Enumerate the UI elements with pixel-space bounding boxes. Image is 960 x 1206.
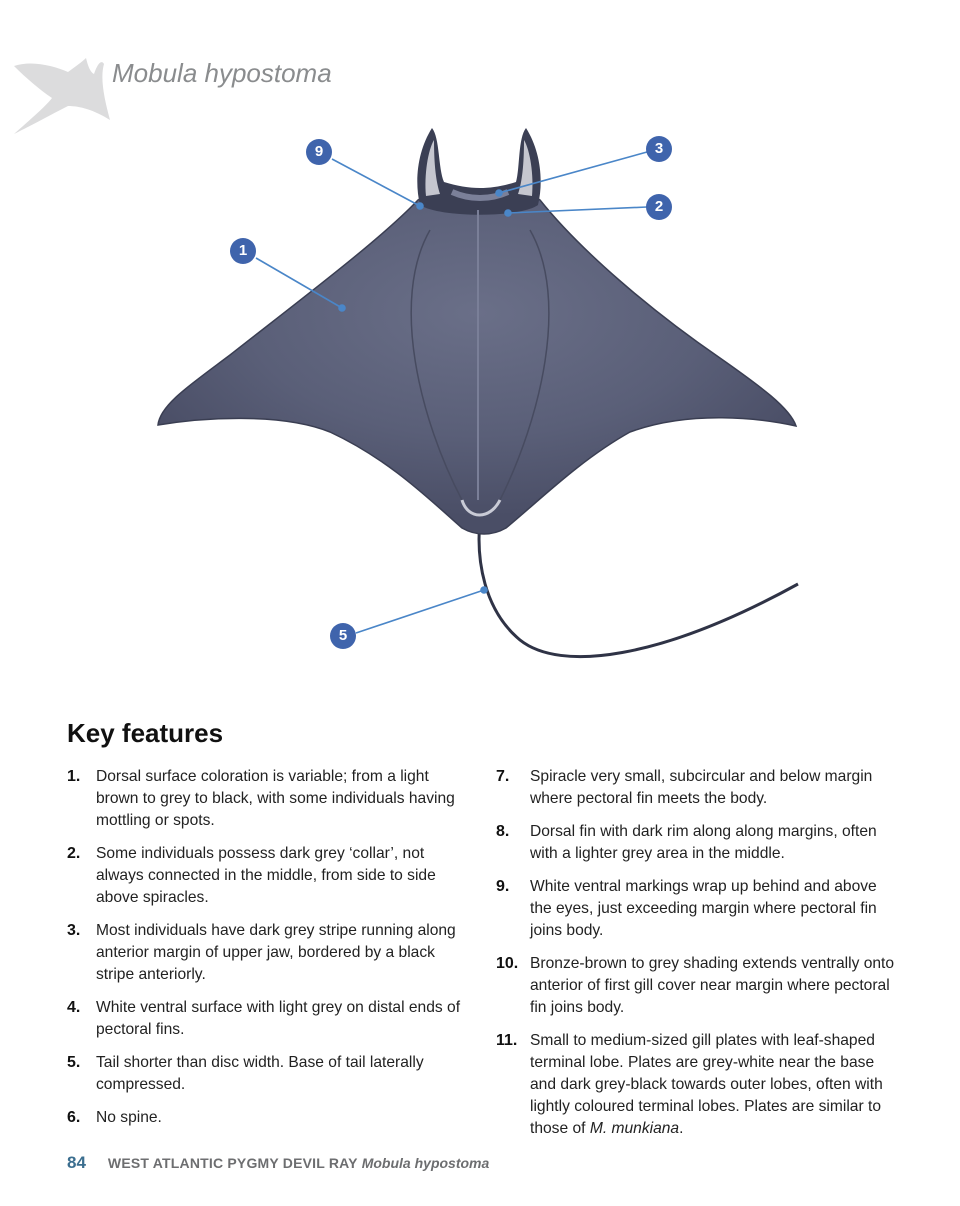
feature-text: Dorsal fin with dark rim along along margins, often with a lighter grey area in the middle. bbox=[530, 823, 877, 862]
feature-text: No spine. bbox=[96, 1109, 162, 1126]
feature-text: Tail shorter than disc width. Base of tail laterally compressed. bbox=[96, 1054, 424, 1093]
feature-text: White ventral markings wrap up behind and above the eyes, just exceeding margin where pectoral fin joins body. bbox=[530, 878, 877, 939]
running-scientific-name: Mobula hypostoma bbox=[361, 1155, 490, 1171]
running-title: WEST ATLANTIC PYGMY DEVIL RAY bbox=[107, 1155, 358, 1171]
feature-text: Spiracle very small, subcircular and below margin where pectoral fin meets the body. bbox=[530, 768, 873, 807]
feature-number: 4. bbox=[67, 999, 81, 1016]
species-reference: M. munkiana bbox=[589, 1120, 680, 1137]
feature-text: Most individuals have dark grey stripe running along anterior margin of upper jaw, bordered by a black stripe anteriorly. bbox=[96, 922, 456, 983]
feature-text: Bronze-brown to grey shading extends ventrally onto anterior of first gill cover near margin where pectoral fin joins body. bbox=[530, 955, 895, 1016]
feature-item bbox=[67, 1107, 467, 1129]
feature-item bbox=[496, 876, 896, 942]
feature-item bbox=[67, 997, 467, 1041]
callout-5: 5 bbox=[330, 623, 356, 649]
feature-text: Dorsal surface coloration is variable; from a light brown to grey to black, with some individuals having mottling or spots. bbox=[96, 768, 455, 829]
feature-number: 8. bbox=[496, 823, 510, 840]
feature-number: 3. bbox=[67, 922, 81, 939]
feature-number: 7. bbox=[496, 768, 510, 785]
feature-item bbox=[67, 843, 467, 909]
feature-number: 6. bbox=[67, 1109, 81, 1126]
sentence-end: . bbox=[679, 1120, 684, 1137]
key-features-list-left bbox=[67, 766, 467, 1140]
feature-text: White ventral surface with light grey on distal ends of pectoral fins. bbox=[96, 999, 461, 1038]
feature-item bbox=[67, 766, 467, 832]
callout-1: 1 bbox=[230, 238, 256, 264]
feature-number: 5. bbox=[67, 1054, 81, 1071]
feature-number: 9. bbox=[496, 878, 510, 895]
feature-item bbox=[496, 1030, 896, 1140]
page-number: 84 bbox=[67, 1153, 86, 1172]
page-footer bbox=[67, 1153, 489, 1173]
feature-item bbox=[496, 821, 896, 865]
feature-number: 10. bbox=[496, 955, 519, 972]
key-features-list-right bbox=[496, 766, 896, 1151]
feature-number: 1. bbox=[67, 768, 81, 785]
callout-3: 3 bbox=[646, 136, 672, 162]
feature-number: 2. bbox=[67, 845, 81, 862]
callout-2: 2 bbox=[646, 194, 672, 220]
feature-item bbox=[67, 1052, 467, 1096]
feature-number: 11. bbox=[496, 1032, 518, 1049]
feature-text: Some individuals possess dark grey ‘collar’, not always connected in the middle, from side to side above spiracles. bbox=[96, 845, 436, 906]
key-features-heading: Key features bbox=[67, 718, 224, 748]
feature-item bbox=[496, 766, 896, 810]
feature-text: Small to medium-sized gill plates with leaf-shaped terminal lobe. Plates are grey-white near the base and dark grey-black towards outer lobes, often with lightly coloured terminal lobes. Plates are similar to those of bbox=[530, 1032, 883, 1137]
callout-9: 9 bbox=[306, 139, 332, 165]
feature-item bbox=[67, 920, 467, 986]
species-title: Mobula hypostoma bbox=[112, 58, 332, 88]
feature-item bbox=[496, 953, 896, 1019]
